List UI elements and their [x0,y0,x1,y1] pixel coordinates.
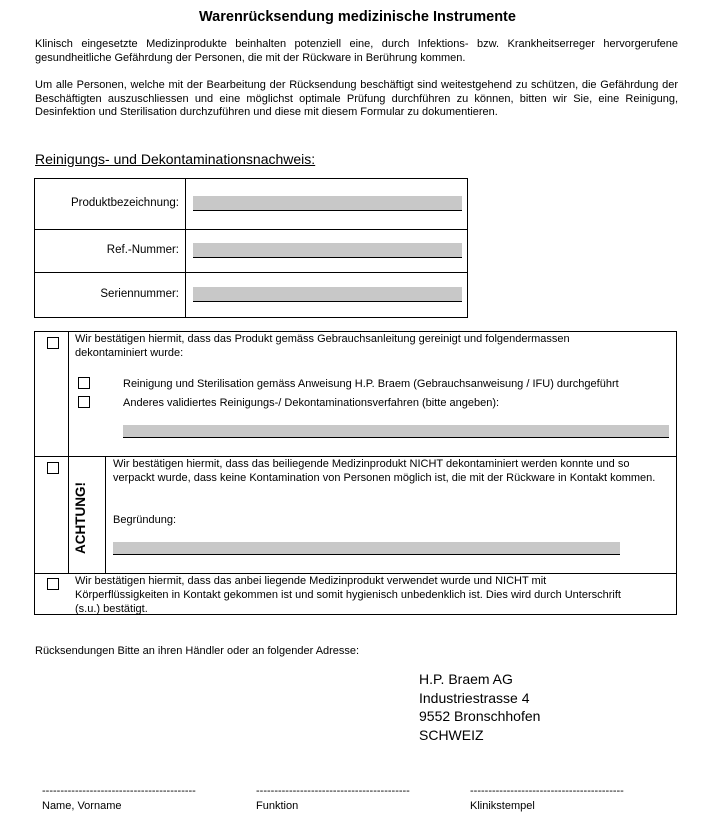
other-procedure-field[interactable] [123,425,669,438]
serial-number-field[interactable] [193,287,462,302]
function-label: Funktion [256,800,299,812]
confirmation-box [34,331,677,615]
table-divider [185,179,186,229]
other-procedure-label: Anderes validiertes Reinigungs-/ Dekontaminationsverfahren (bitte angeben): [123,397,500,409]
serial-number-row [35,273,467,317]
address-company: H.P. Braem AG [419,671,513,687]
option1-text: Wir bestätigen hiermit, dass das Produkt gemäss Gebrauchsanleitung gereinigt und folgendermassen dekontaminiert wurde: [75,333,570,359]
stamp-signature-field[interactable] [470,785,624,812]
option3-checkbox[interactable] [47,578,59,590]
product-name-label: Produktbezeichnung: [70,197,179,209]
function-signature-field[interactable] [256,785,410,812]
ref-number-field[interactable] [193,243,462,258]
stamp-label: Klinikstempel [470,800,535,812]
signature-line: ------------------------------------------ [470,785,624,797]
product-name-row [35,179,467,230]
ifu-sterilisation-label: Reinigung und Sterilisation gemäss Anweisung H.P. Braem (Gebrauchsanweisung / IFU) durchgeführt [123,378,619,390]
option2-checkbox[interactable] [47,462,59,474]
intro-paragraph-2: Um alle Personen, welche mit der Bearbeitung der Rücksendung beschäftigt sind weitestgehend zu schützen, die Gefährdung der Beschäftigten auszuschliessen und eine möglichst optimale Prüfung durchführen zu können, bitten wir Sie, eine Reinigung, Desinfektion und Sterilisation durchzuführen und diese mit diesem Formular zu dokumentieren. [35,79,678,118]
name-label: Name, Vorname [42,800,122,812]
section-heading: Reinigungs- und Dekontaminationsnachweis: [35,151,316,167]
table-divider [185,230,186,272]
product-name-field[interactable] [193,196,462,211]
warning-label: ACHTUNG! [73,482,88,554]
ifu-sterilisation-checkbox[interactable] [78,377,90,389]
page-title: Warenrücksendung medizinische Instrumente [199,9,516,25]
reason-label: Begründung: [113,514,176,526]
serial-number-label: Seriennummer: [100,288,179,300]
return-address [419,670,540,744]
option3-text: Wir bestätigen hiermit, dass das anbei liegende Medizinprodukt verwendet wurde und NICHT mit Körperflüssigkeiten in Kontakt gekommen ist und somit hygienisch unbedenklich ist. Dies wird durch Unterschrift (s.u.) bestätigt. [75,575,621,615]
warning-column-divider [105,456,106,573]
table-divider [185,273,186,317]
address-street: Industriestrasse 4 [419,689,530,706]
return-note: Rücksendungen Bitte an ihren Händler oder an folgender Adresse: [35,645,360,657]
ref-number-row [35,230,467,273]
intro-paragraph: Klinisch eingesetzte Medizinprodukte beinhalten potenziell eine, durch Infektions- bzw. Krankheitserreger hervorgerufene gesundheitliche Gefährdung der Personen, die mit der Rückware in Berührung kommen. [35,38,678,64]
address-country: SCHWEIZ [419,726,484,743]
option2-text: Wir bestätigen hiermit, dass das beiliegende Medizinprodukt NICHT dekontaminiert werden konnte und so verpackt wurde, dass keine Kontamination von Personen möglich ist, die mit der Rückware in Kontakt kommen. [113,458,656,484]
product-table [34,178,468,318]
reason-field[interactable] [113,542,620,555]
signature-line: ------------------------------------------ [256,785,410,797]
ref-number-label: Ref.-Nummer: [106,244,179,256]
name-signature-field[interactable] [42,785,196,812]
address-city: 9552 Bronschhofen [419,708,541,724]
signature-line: ------------------------------------------ [42,785,196,797]
option1-checkbox[interactable] [47,337,59,349]
checkbox-column-divider [68,332,69,573]
other-procedure-checkbox[interactable] [78,396,90,408]
